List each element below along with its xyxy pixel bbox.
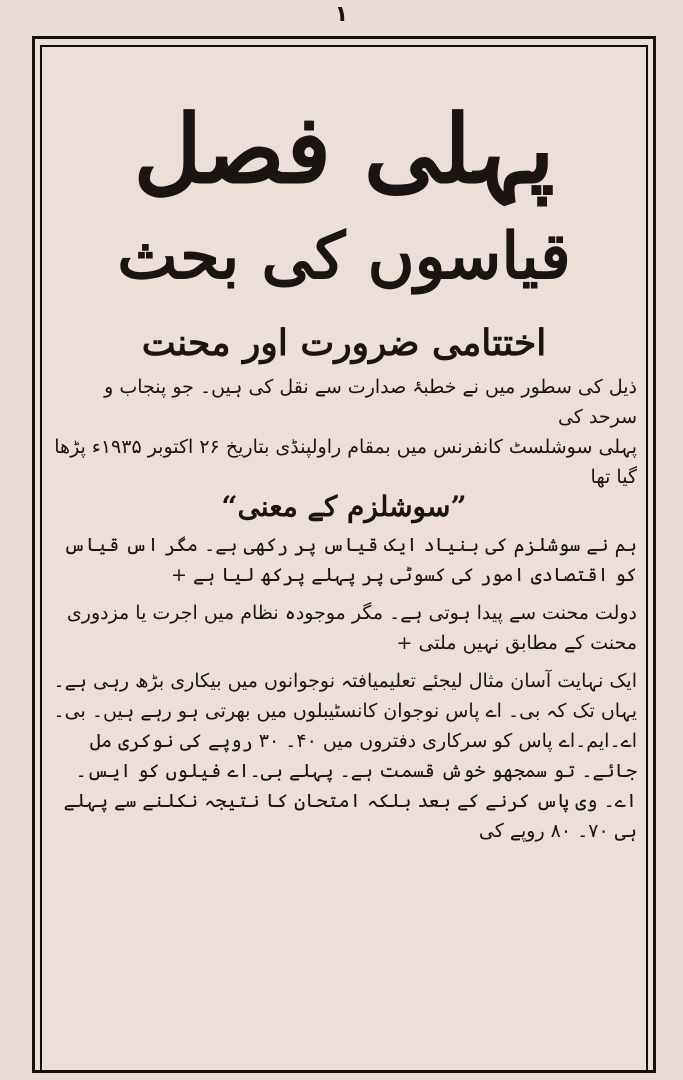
- page-border: [32, 36, 656, 1073]
- chapter-subtitle: قیاسوں کی بحث: [117, 219, 571, 295]
- page-number: ۱: [334, 2, 349, 27]
- section-heading: اختتامی ضرورت اور محنت: [141, 321, 547, 364]
- paragraph: دولت محنت سے پیدا ہوتی ہے۔ مگر موجودہ نظام میں اجرت یا مزدوری محنت کے مطابق نہیں ملتی +: [66, 601, 637, 654]
- chapter-title: پہلی فصل: [133, 95, 555, 205]
- paragraph: ہم نے سوشلزم کی بنیاد ایک قیاس پر رکھی ہے۔ مگر اس قیاس کو اقتصادی امور کی کسوٹی پر پہلے پرکھ لیا ہے +: [63, 533, 637, 586]
- intro-line: ذیل کی سطور میں نے خطبۂ صدارت سے نقل کی ہیں۔ جو پنجاب و سرحد کی: [104, 375, 637, 428]
- body-text: [45, 372, 643, 846]
- paragraph: ایک نہایت آسان مثال لیجئے تعلیمیافتہ نوجوانوں میں بیکاری بڑھ رہی ہے۔ یہاں تک کہ بی۔ اے پاس نوجوان کانسٹیبلوں میں بھرتی ہو رہے ہیں۔ بی۔اے۔ایم۔اے پاس کو سرکاری دفتروں میں ۴۰۔ ۳۰ روپے کی نوکری مل جائے۔ تو سمجھو خوش قسمت ہے۔ پہلے بی۔اے فیلوں کو ایس۔اے۔ وی پاس کرنے کے بعد بلکہ امتحان کا نتیجہ نکلنے سے پہلے ہی ۷۰۔ ۸۰ روپے کی: [53, 669, 637, 842]
- intro-line: پہلی سوشلسٹ کانفرنس میں بمقام راولپنڈی بتاریخ ۲۶ اکتوبر ۱۹۳۵ء پڑھا گیا تھا: [54, 435, 637, 488]
- page-content: [45, 95, 643, 846]
- quote-heading: ”سوشلزم کے معنی“: [221, 489, 467, 523]
